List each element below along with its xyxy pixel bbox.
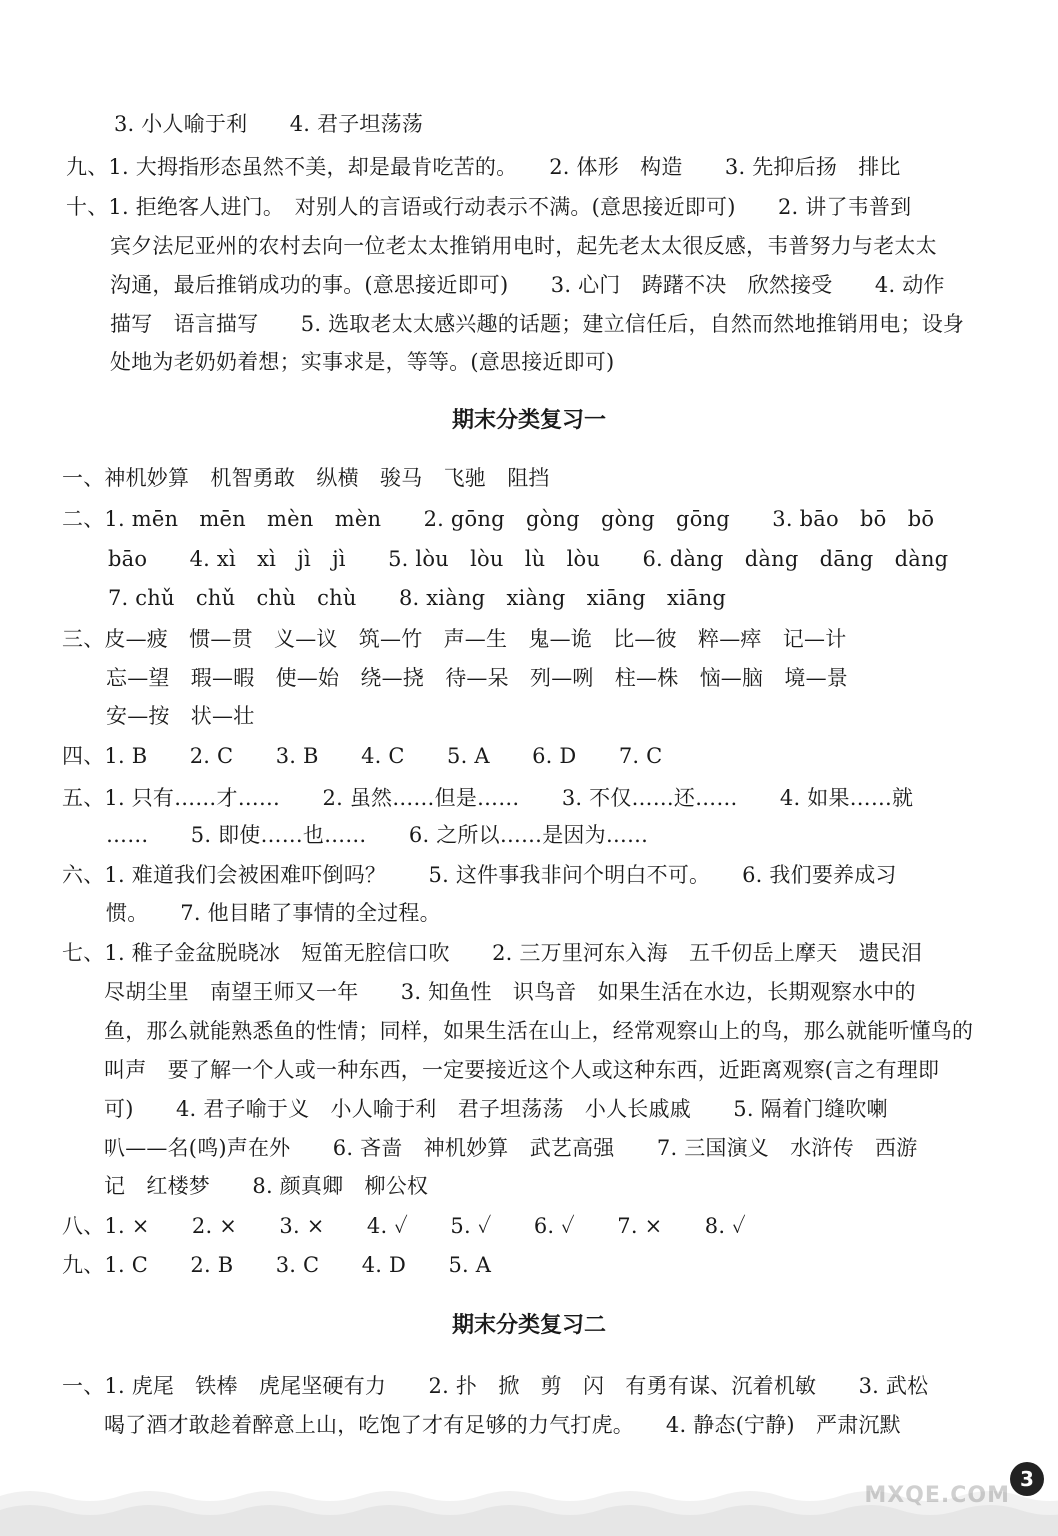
answer-line: 叫声 要了解一个人或一种东西，一定要接近这个人或这种东西，近距离观察(言之有理即 — [104, 1058, 940, 1082]
answer-line: 安—按 状—壮 — [106, 704, 255, 728]
answer-line: 惯。 7. 他目睹了事情的全过程。 — [106, 901, 441, 925]
answer-line: bāo 4. xì xì jì jì 5. lòu lòu lù lòu 6. dàng dàng dāng dàng — [108, 547, 949, 571]
answer-line: 六、1. 难道我们会被困难吓倒吗？ 5. 这件事我非问个明白不可。 6. 我们要养成习 — [62, 863, 897, 887]
answer-line: 八、1. × 2. × 3. × 4. ✓ 5. ✓ 6. ✓ 7. × 8. ✓ — [62, 1214, 746, 1238]
answer-line: 二、1. mēn mēn mèn mèn 2. gōng gòng gòng gōng 3. bāo bō bō — [62, 507, 935, 531]
answer-line: 忘—望 瑕—暇 使—始 绕—挠 待—呆 列—咧 柱—株 恼—脑 境—景 — [106, 666, 848, 690]
answer-line: 七、1. 稚子金盆脱晓冰 短笛无腔信口吹 2. 三万里河东入海 五千仞岳上摩天 遗民泪 — [62, 941, 923, 965]
answer-line: 宾夕法尼亚州的农村去向一位老太太推销用电时，起先老太太很反感，韦普努力与老太太 — [110, 234, 937, 258]
answer-line: 三、皮—疲 惯—贯 义—议 筑—竹 声—生 鬼—诡 比—彼 粹—瘁 记—计 — [62, 627, 847, 651]
page-number: 3 — [1010, 1462, 1044, 1496]
answer-line: 处地为老奶奶着想；实事求是，等等。(意思接近即可) — [110, 350, 615, 374]
section-heading: 期末分类复习二 — [451, 1313, 606, 1338]
answer-line: 沟通，最后推销成功的事。(意思接近即可) 3. 心门 踌躇不决 欣然接受 4. 动作 — [110, 273, 945, 297]
answer-line: 一、神机妙算 机智勇敢 纵横 骏马 飞驰 阻挡 — [62, 466, 550, 490]
answer-line: 一、1. 虎尾 铁棒 虎尾坚硬有力 2. 扑 掀 剪 闪 有勇有谋、沉着机敏 3. 武松 — [62, 1374, 929, 1398]
answer-line: 叭——名(鸣)声在外 6. 吝啬 神机妙算 武艺高强 7. 三国演义 水浒传 西游 — [104, 1136, 918, 1160]
answer-line: 记 红楼梦 8. 颜真卿 柳公权 — [104, 1174, 429, 1198]
answer-line: 3. 小人喻于利 4. 君子坦荡荡 — [114, 112, 424, 136]
answer-line: 喝了酒才敢趁着醉意上山，吃饱了才有足够的力气打虎。 4. 静态(宁静) 严肃沉默 — [104, 1413, 901, 1437]
answer-line: 7. chǔ chǔ chù chù 8. xiàng xiàng xiāng xiāng — [108, 586, 727, 610]
answer-line: 五、1. 只有……才…… 2. 虽然……但是…… 3. 不仅……还…… 4. 如果……就 — [62, 786, 914, 810]
answer-line: 十、1. 拒绝客人进门。 对别人的言语或行动表示不满。(意思接近即可) 2. 讲了韦普到 — [66, 195, 912, 219]
answer-line: 九、1. 大拇指形态虽然不美，却是最肯吃苦的。 2. 体形 构造 3. 先抑后扬 排比 — [66, 155, 901, 179]
answer-line: 可) 4. 君子喻于义 小人喻于利 君子坦荡荡 小人长戚戚 5. 隔着门缝吹喇 — [104, 1097, 888, 1121]
watermark-logo: MXQE.COM — [864, 1483, 1010, 1508]
answer-line: 四、1. B 2. C 3. B 4. C 5. A 6. D 7. C — [62, 744, 663, 768]
answer-line: …… 5. 即使……也…… 6. 之所以……是因为…… — [106, 823, 649, 847]
section-heading: 期末分类复习一 — [451, 408, 606, 433]
answer-line: 九、1. C 2. B 3. C 4. D 5. A — [62, 1253, 492, 1277]
answer-line: 描写 语言描写 5. 选取老太太感兴趣的话题；建立信任后，自然而然地推销用电；设身 — [110, 312, 965, 336]
answer-line: 尽胡尘里 南望王师又一年 3. 知鱼性 识鸟音 如果生活在水边，长期观察水中的 — [104, 980, 916, 1004]
answer-line: 鱼，那么就能熟悉鱼的性情；同样，如果生活在山上，经常观察山上的鸟，那么就能听懂鸟的 — [104, 1019, 974, 1043]
